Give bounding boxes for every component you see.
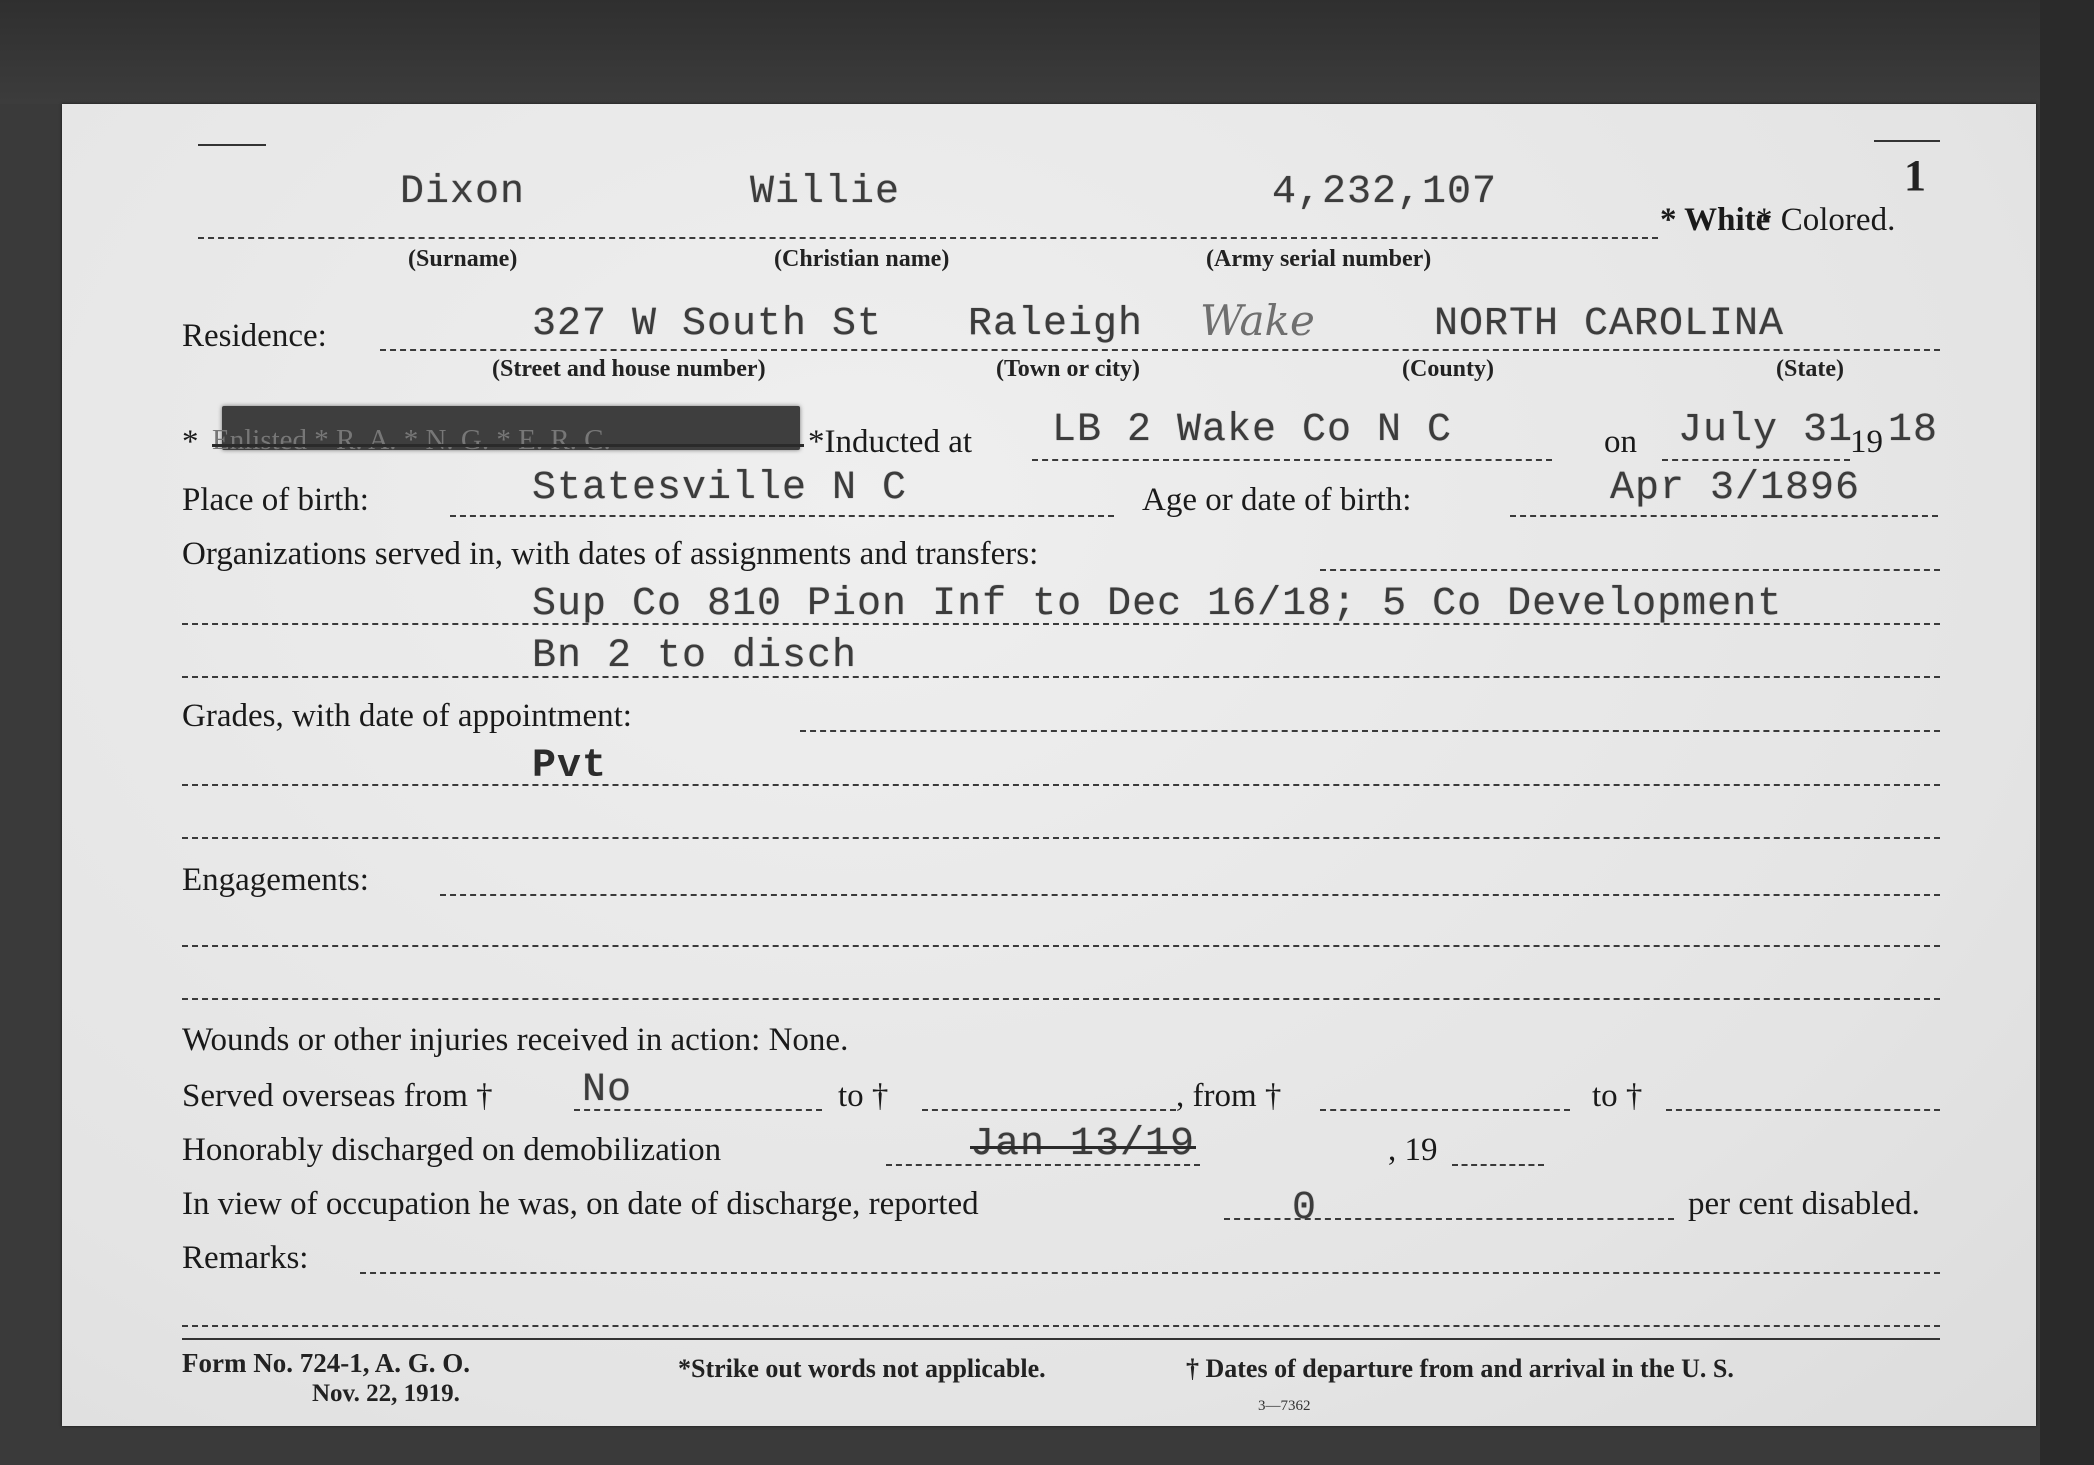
top-left-rule [198, 144, 266, 146]
enlisted-asterisk: * [182, 424, 199, 460]
served-overseas-from-value: No [582, 1068, 633, 1113]
induction-date-line [1662, 459, 1850, 461]
engagements-line-1 [182, 945, 1940, 947]
overseas-to-label-2: to † [1592, 1078, 1643, 1114]
discharge-year-suffix: , 19 [1388, 1132, 1438, 1168]
caption-serial-number: (Army serial number) [1206, 246, 1432, 272]
residence-label: Residence: [182, 318, 327, 354]
grades-label: Grades, with date of appointment: [182, 698, 632, 734]
disability-suffix: per cent disabled. [1688, 1186, 1920, 1222]
race-colored: * Colored. [1756, 202, 1896, 238]
caption-surname: (Surname) [408, 246, 518, 272]
service-record-card [62, 104, 2036, 1426]
discharge-label: Honorably discharged on demobilization [182, 1132, 722, 1168]
caption-state: (State) [1776, 356, 1844, 382]
induction-date-value: July 31 [1678, 408, 1854, 453]
organizations-line-2 [182, 676, 1940, 678]
residence-town-value: Raleigh [968, 302, 1144, 347]
engagements-line-0 [440, 894, 1940, 896]
caption-christian-name: (Christian name) [774, 246, 950, 272]
christian-name-value: Willie [750, 170, 901, 215]
inducted-at-line [1032, 459, 1552, 461]
inducted-at-label: *Inducted at [808, 424, 973, 460]
dates-note: † Dates of departure from and arrival in the U. S. [1186, 1354, 1734, 1383]
served-overseas-label: Served overseas from † [182, 1078, 493, 1114]
remarks-line-1 [182, 1325, 1940, 1327]
surname-value: Dixon [400, 170, 526, 215]
residence-county-value: Wake [1200, 296, 1315, 345]
organizations-line-1 [182, 623, 1940, 625]
serial-number-value: 4,232,107 [1272, 170, 1498, 215]
place-of-birth-line [450, 515, 1114, 517]
residence-state-value: NORTH CAROLINA [1434, 302, 1785, 347]
induction-year-value: 18 [1888, 408, 1939, 453]
overseas-to-label-1: to † [838, 1078, 889, 1114]
discharge-line [886, 1164, 1200, 1166]
remarks-line-0 [360, 1272, 1940, 1274]
age-value: Apr 3/1896 [1610, 466, 1861, 511]
enlisted-struck-text: Enlisted * R. A. * N. G. * E. R. C. [212, 424, 611, 456]
overseas-to-line-2 [1666, 1109, 1940, 1111]
footer-rule [182, 1338, 1940, 1340]
residence-street-value: 327 W South St [532, 302, 883, 347]
print-code: 3—7362 [1258, 1398, 1311, 1414]
disability-label: In view of occupation he was, on date of discharge, reported [182, 1186, 979, 1222]
caption-street: (Street and house number) [492, 356, 766, 382]
induction-year-prefix: 19 [1850, 424, 1883, 460]
header-line [198, 237, 1658, 239]
enlisted-strikethrough [212, 444, 804, 447]
remarks-label: Remarks: [182, 1240, 309, 1276]
organizations-line-0 [1320, 569, 1940, 571]
discharge-date-value: Jan 13/19 [970, 1122, 1196, 1167]
grades-value: Pvt [532, 744, 608, 789]
overseas-from-label-2: , from † [1176, 1078, 1282, 1114]
age-line [1510, 515, 1938, 517]
disability-line [1224, 1218, 1674, 1220]
residence-line [380, 349, 1940, 351]
discharge-strikethrough [970, 1146, 1196, 1149]
top-right-rule [1874, 140, 1940, 142]
race-white: * White [1660, 202, 1771, 238]
overseas-from-line [574, 1109, 822, 1111]
grades-line-2 [182, 837, 1940, 839]
on-label: on [1604, 424, 1637, 460]
engagements-label: Engagements: [182, 862, 369, 898]
strike-out-note: *Strike out words not applicable. [678, 1354, 1046, 1383]
form-number: Form No. 724-1, A. G. O. [182, 1348, 470, 1378]
disability-value: 0 [1292, 1186, 1318, 1231]
grades-line-0 [800, 730, 1940, 732]
overseas-to-line-1 [922, 1109, 1176, 1111]
form-date: Nov. 22, 1919. [312, 1380, 460, 1407]
card-number: 1 [1904, 151, 1926, 200]
wounds-text: Wounds or other injuries received in action: None. [182, 1022, 849, 1058]
organizations-label: Organizations served in, with dates of assignments and transfers: [182, 536, 1039, 572]
overseas-from-line-2 [1320, 1109, 1570, 1111]
grades-line-1 [182, 784, 1940, 786]
age-label: Age or date of birth: [1142, 482, 1412, 518]
inducted-at-value: LB 2 Wake Co N C [1052, 408, 1453, 453]
place-of-birth-label: Place of birth: [182, 482, 369, 518]
organizations-value-line1: Sup Co 810 Pion Inf to Dec 16/18; 5 Co Development [532, 582, 1783, 627]
scanner-backdrop-right [2040, 0, 2094, 1465]
engagements-line-2 [182, 998, 1940, 1000]
caption-county: (County) [1402, 356, 1495, 382]
discharge-year-line [1452, 1164, 1544, 1166]
organizations-value-line2: Bn 2 to disch [532, 634, 858, 679]
place-of-birth-value: Statesville N C [532, 466, 908, 511]
caption-town: (Town or city) [996, 356, 1140, 382]
scanner-backdrop-top [0, 0, 2094, 104]
